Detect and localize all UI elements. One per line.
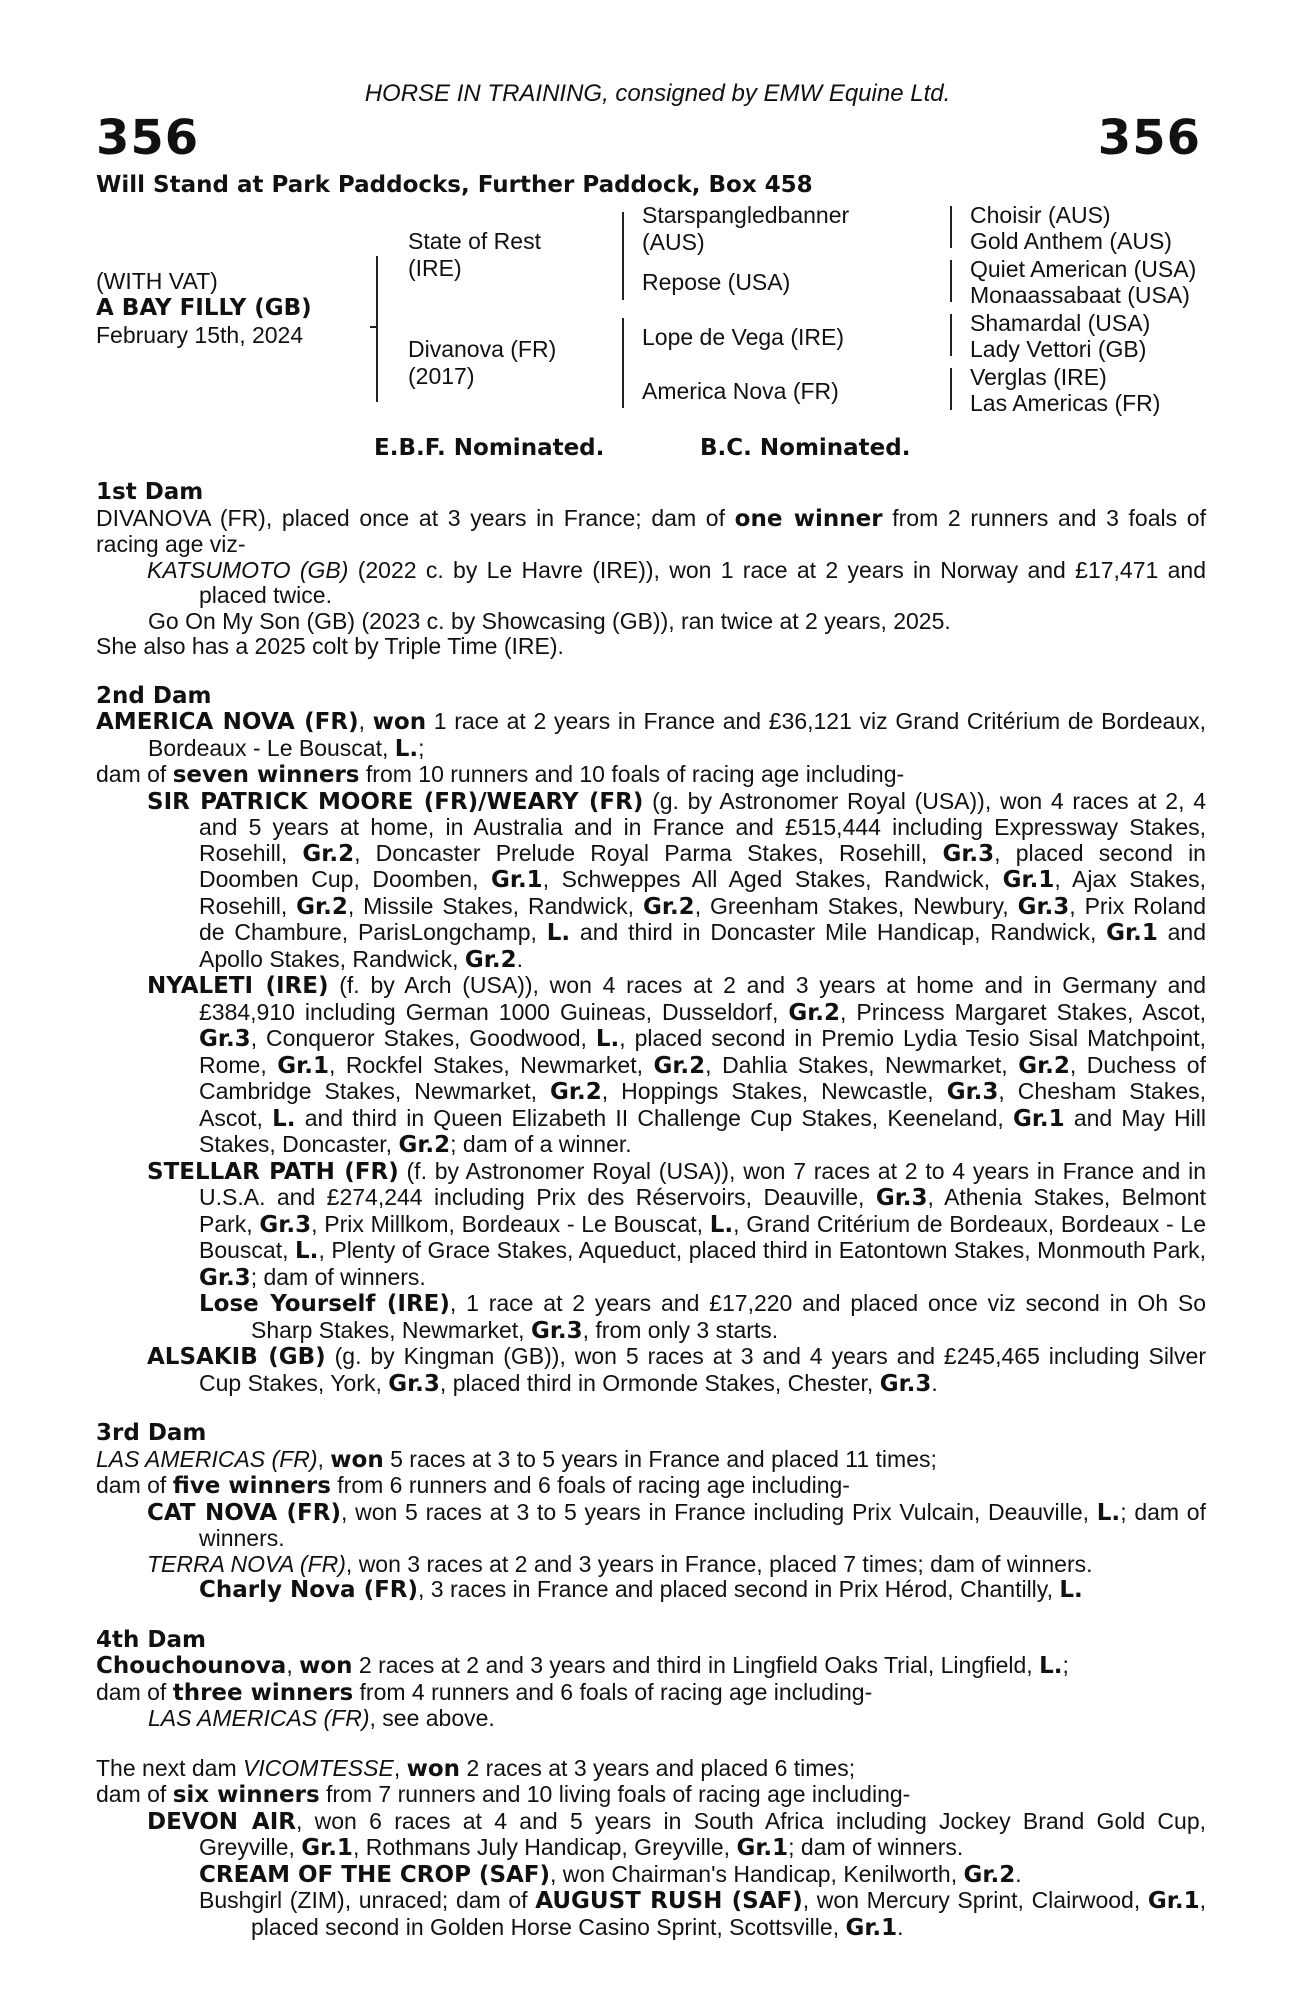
lot-number-right: 356 [1097, 110, 1201, 166]
dam-lines [96, 480, 1206, 1941]
dam-summary: dam of three winners from 4 runners and 6 foals of racing age including- [96, 1678, 873, 1706]
bold-span: won [299, 1653, 353, 1679]
next-dam-section [96, 1756, 1206, 1942]
bold-span: Gr.1 [491, 867, 543, 893]
grandprogeny-entry: Bushgirl (ZIM), unraced; dam of AUGUST RUSH (SAF), won Mercury Sprint, Clairwood, Gr.1, placed second in Golden Horse Casino Sprint, Scottsville, Gr.1. [199, 1887, 1206, 1941]
dam-text: AMERICA NOVA (FR), won 1 race at 2 years in France and £36,121 viz Grand Critérium de Bordeaux, Bordeaux - Le Bouscat, L.; [96, 708, 1206, 762]
bold-span: Gr.3 [946, 1079, 999, 1105]
dam-text: Chouchounova, won 2 races at 2 and 3 years and third in Lingfield Oaks Trial, Lingfield, L.; [96, 1652, 1069, 1679]
bold-span: Gr.3 [530, 1317, 583, 1344]
dam-text: LAS AMERICAS (FR), won 5 races at 3 to 5 years in France and placed 11 times; [96, 1445, 937, 1473]
g3-item: Las Americas (FR) [970, 390, 1161, 416]
bold-span: STELLAR PATH (FR) [147, 1158, 399, 1185]
bc-nomination: B.C. Nominated. [700, 435, 911, 461]
pedigree-brace-main-tick [370, 326, 376, 336]
bold-span: SIR PATRICK MOORE (FR)/WEARY (FR) [147, 788, 644, 815]
progeny-entry: Go On My Son (GB) (2023 c. by Showcasing (GB)), ran twice at 2 years, 2025. [148, 607, 951, 634]
sire-sire: Starspangledbanner (AUS) [642, 202, 850, 255]
progeny-entry: DEVON AIR, won 6 races at 4 and 5 years in South Africa including Jockey Brand Gold Cup, Greyville, Gr.1, Rothmans July Handicap, Greyville, Gr.1; dam of winners. [147, 1807, 1207, 1861]
bold-span: Gr.2 [1018, 1052, 1070, 1079]
stabling-line: Will Stand at Park Paddocks, Further Paddock, Box 458 [96, 172, 813, 198]
bold-span: Charly Nova (FR) [199, 1577, 419, 1603]
vat-label: (WITH VAT) [96, 268, 218, 294]
dam-summary: dam of six winners from 7 runners and 10 living foals of racing age including- [96, 1781, 911, 1808]
bold-span: seven winners [172, 762, 360, 788]
dam-footer: She also has a 2025 colt by Triple Time (IRE). [96, 633, 564, 659]
bold-span: won [372, 709, 427, 735]
italic-span: VICOMTESSE [243, 1754, 394, 1781]
bold-span: L. [1059, 1577, 1083, 1603]
dam: Divanova (FR) (2017) [408, 336, 557, 389]
bold-span: L. [1039, 1653, 1063, 1679]
first-dam-section [96, 480, 1206, 660]
bold-span: Gr.3 [199, 1026, 251, 1052]
pedigree-brace-g3-2 [950, 260, 952, 302]
section-heading: 1st Dam [96, 479, 204, 505]
bold-span: Gr.2 [296, 893, 348, 920]
bold-span: won [406, 1755, 461, 1782]
bold-span: Gr.2 [788, 999, 841, 1026]
bold-span: DEVON AIR [147, 1808, 296, 1835]
bold-span: Gr.1 [277, 1052, 329, 1079]
section-heading: 4th Dam [96, 1626, 206, 1653]
sire: State of Rest (IRE) [408, 228, 541, 281]
fourth-dam-section [96, 1628, 1206, 1732]
bold-span: AMERICA NOVA (FR) [96, 709, 359, 735]
bold-span: L. [1096, 1499, 1121, 1526]
pedigree-brace-g3-3 [950, 314, 952, 356]
dam-summary: dam of five winners from 6 runners and 6 foals of racing age including- [96, 1472, 850, 1499]
bold-span: Gr.2 [653, 1052, 706, 1079]
bold-span: Gr.2 [643, 893, 695, 920]
italic-span: KATSUMOTO (GB) [147, 556, 349, 583]
italic-span: TERRA NOVA (FR) [147, 1550, 346, 1577]
consignor-line: HORSE IN TRAINING, consigned by EMW Equine Ltd. [364, 80, 951, 107]
dam-text: DIVANOVA (FR), placed once at 3 years in France; dam of one winner from 2 runners and 3 foals of racing age viz- [96, 504, 1206, 557]
progeny-entry: TERRA NOVA (FR), won 3 races at 2 and 3 years in France, placed 7 times; dam of winners. [147, 1550, 1093, 1577]
dam-dam: America Nova (FR) [642, 378, 839, 404]
bold-span: Gr.1 [845, 1914, 898, 1941]
grandprogeny-entry: Charly Nova (FR), 3 races in France and placed second in Prix Hérod, Chantilly, L. [199, 1576, 1083, 1603]
bold-span: six winners [172, 1782, 320, 1808]
pedigree-brace-dam [622, 318, 624, 408]
bold-span: Gr.3 [879, 1370, 932, 1397]
bold-span: L. [709, 1211, 734, 1238]
bold-span: Gr.3 [875, 1185, 928, 1211]
bold-span: L. [394, 735, 419, 762]
bold-span: L. [595, 1026, 620, 1052]
bold-span: Gr.2 [963, 1861, 1016, 1888]
bold-span: Gr.1 [301, 1835, 353, 1861]
bold-span: one winner [734, 505, 883, 532]
bold-span: AUGUST RUSH (SAF) [535, 1888, 803, 1914]
section-heading: 3rd Dam [96, 1420, 207, 1446]
sire-dam: Repose (USA) [642, 269, 791, 295]
grandprogeny-entry: Lose Yourself (IRE), 1 race at 2 years and £17,220 and placed once viz second in Oh So Sharp Stakes, Newmarket, Gr.3, from only 3 starts. [199, 1290, 1206, 1344]
progeny-entry: SIR PATRICK MOORE (FR)/WEARY (FR) (g. by Astronomer Royal (USA)), won 4 races at 2, 4 and 5 years at home, in Australia and in France and £515,444 including Expressway Stakes, Rosehill, Gr.2, Doncaster Prelude Royal Parma Stakes, Rosehill, Gr.3, placed second in Doomben Cup, Doomben, Gr.1, Schweppes All Aged Stakes, Randwick, Gr.1, Ajax Stakes, Rosehill, Gr.2, Missile Stakes, Randwick, Gr.2, Greenham Stakes, Newbury, Gr.3, Prix Roland de Chambure, ParisLongchamp, L. and third in Doncaster Mile Handicap, Randwick, Gr.1 and Apollo Stakes, Randwick, Gr.2. [147, 787, 1207, 973]
progeny-entry: KATSUMOTO (GB) (2022 c. by Le Havre (IRE)), won 1 race at 2 years in Norway and £17,471 and placed twice. [147, 556, 1206, 608]
bold-span: Lose Yourself (IRE) [199, 1291, 450, 1317]
bold-span: Gr.3 [259, 1211, 312, 1238]
bold-span: L. [546, 920, 571, 946]
bold-span: Chouchounova [96, 1653, 287, 1679]
progeny-entry: STELLAR PATH (FR) (f. by Astronomer Royal (USA)), won 7 races at 2 to 4 years in France and in U.S.A. and £274,244 including Prix des Réservoirs, Deauville, Gr.3, Athenia Stakes, Belmont Park, Gr.3, Prix Millkom, Bordeaux - Le Bouscat, L., Grand Critérium de Bordeaux, Bordeaux - Le Bouscat, L., Plenty of Grace Stakes, Aqueduct, placed third in Eatontown Stakes, Monmouth Park, Gr.3; dam of winners. [147, 1157, 1207, 1291]
progeny-entry: NYALETI (IRE) (f. by Arch (USA)), won 4 races at 2 and 3 years at home and in Germany and £384,910 including German 1000 Guineas, Dusseldorf, Gr.2, Princess Margaret Stakes, Ascot, Gr.3, Conqueror Stakes, Goodwood, L., placed second in Premio Lydia Tesio Sisal Matchpoint, Rome, Gr.1, Rockfel Stakes, Newmarket, Gr.2, Dahlia Stakes, Newmarket, Gr.2, Duchess of Cambridge Stakes, Newmarket, Gr.2, Hoppings Stakes, Newcastle, Gr.3, Chesham Stakes, Ascot, L. and third in Queen Elizabeth II Challenge Cup Stakes, Keeneland, Gr.1 and May Hill Stakes, Doncaster, Gr.2; dam of a winner. [147, 972, 1206, 1158]
g3-item: Verglas (IRE) [970, 364, 1107, 390]
dam-sire: Lope de Vega (IRE) [642, 324, 845, 350]
bold-span: CAT NOVA (FR) [147, 1499, 341, 1526]
g3-item: Lady Vettori (GB) [970, 336, 1147, 362]
bold-span: three winners [172, 1679, 354, 1706]
bold-span: L. [295, 1238, 319, 1264]
progeny-entry: CAT NOVA (FR), won 5 races at 3 to 5 years in France including Prix Vulcain, Deauville, L.; dam of winners. [147, 1498, 1206, 1551]
third-dam-section [96, 1421, 1206, 1604]
lot-number-left: 356 [96, 110, 200, 166]
bold-span: Gr.1 [1106, 920, 1158, 946]
bold-span: Gr.3 [199, 1264, 251, 1291]
bold-span: Gr.1 [1012, 1105, 1065, 1132]
bold-span: Gr.2 [464, 946, 517, 973]
g3-item: Gold Anthem (AUS) [970, 228, 1172, 254]
bold-span: Gr.1 [1002, 867, 1055, 893]
pedigree-brace-main [376, 256, 378, 402]
bold-span: Gr.2 [302, 840, 355, 867]
bold-span: Gr.2 [398, 1132, 451, 1158]
grandprogeny-entry: CREAM OF THE CROP (SAF), won Chairman's Handicap, Kenilworth, Gr.2. [199, 1860, 1022, 1888]
bold-span: Gr.1 [1147, 1888, 1200, 1914]
dam-text: The next dam VICOMTESSE, won 2 races at 3 years and placed 6 times; [96, 1754, 856, 1782]
section-heading: 2nd Dam [96, 682, 212, 709]
italic-span: LAS AMERICAS (FR) [96, 1445, 318, 1472]
bold-span: CREAM OF THE CROP (SAF) [199, 1861, 551, 1888]
pedigree-brace-g3-4 [950, 368, 952, 410]
horse-name: A BAY FILLY (GB) [96, 295, 312, 321]
pedigree-brace-g3-1 [950, 206, 952, 248]
bold-span: won [330, 1446, 384, 1473]
foaling-date: February 15th, 2024 [96, 322, 304, 348]
pedigree-brace-sire [622, 212, 624, 300]
bold-span: ALSAKIB (GB) [147, 1344, 326, 1370]
dam-summary: dam of seven winners from 10 runners and 10 foals of racing age including- [96, 761, 905, 788]
bold-span: L. [272, 1105, 296, 1132]
bold-span: Gr.1 [736, 1835, 789, 1861]
bold-span: Gr.3 [942, 840, 995, 867]
bold-span: Gr.2 [550, 1079, 602, 1105]
g3-item: Monaassabaat (USA) [970, 282, 1190, 308]
g3-item: Shamardal (USA) [970, 310, 1151, 336]
bold-span: Gr.3 [388, 1370, 440, 1397]
bold-span: NYALETI (IRE) [147, 973, 329, 999]
g3-item: Choisir (AUS) [970, 202, 1111, 228]
italic-span: LAS AMERICAS (FR) [148, 1705, 370, 1731]
progeny-entry: ALSAKIB (GB) (g. by Kingman (GB)), won 5 races at 3 and 4 years and £245,465 including Silver Cup Stakes, York, Gr.3, placed third in Ormonde Stakes, Chester, Gr.3. [147, 1343, 1206, 1397]
ebf-nomination: E.B.F. Nominated. [374, 435, 605, 461]
g3-item: Quiet American (USA) [970, 256, 1197, 282]
bold-span: five winners [172, 1473, 331, 1499]
second-dam-section [96, 684, 1206, 1398]
bold-span: Gr.3 [1017, 893, 1070, 920]
progeny-entry: LAS AMERICAS (FR), see above. [148, 1705, 495, 1731]
